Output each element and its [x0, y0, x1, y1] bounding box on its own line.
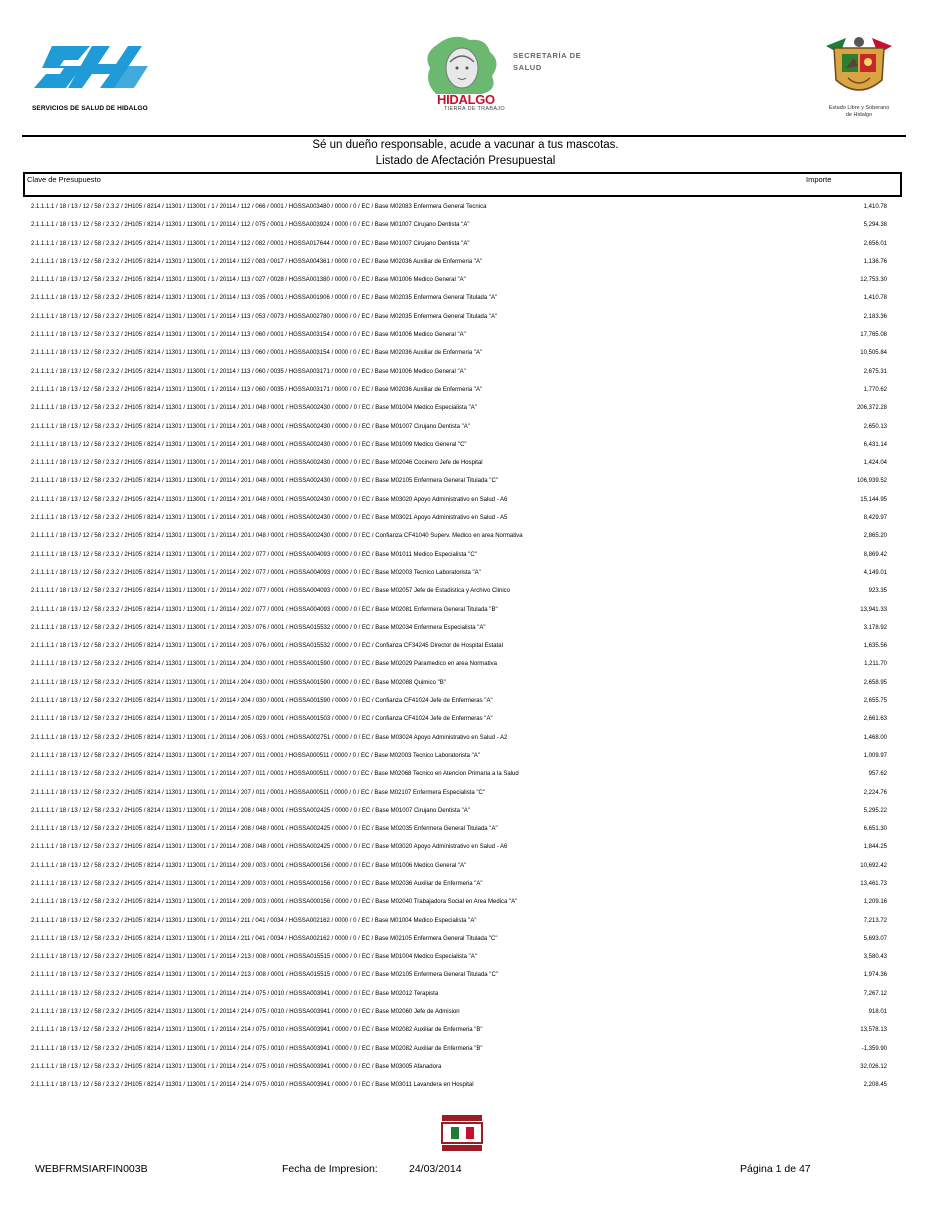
table-row	[31, 344, 887, 362]
row-importe: 1,209.16	[863, 899, 887, 906]
row-importe: 12,753.30	[860, 277, 887, 284]
row-clave: 2.1.1.1.1 / 18 / 13 / 12 / 58 / 2.3.2 / 2H105 / 8214 / 11301 / 113001 / 1 / 20114 / 202 / 077 / 0001 / HGSSA004093 / 0000 / 0 / EC / Base M01011 Medico Especialista "C"	[31, 551, 477, 558]
secretaria-salud-logo	[418, 32, 593, 122]
row-importe: 7,267.12	[863, 990, 887, 997]
table-row	[31, 527, 887, 545]
estado-line1: Estado Libre y Soberano	[828, 105, 890, 111]
row-clave: 2.1.1.1.1 / 18 / 13 / 12 / 58 / 2.3.2 / 2H105 / 8214 / 11301 / 113001 / 1 / 20114 / 211 / 041 / 0034 / HGSSA002162 / 0000 / 0 / EC / Base M01004 Medico Especialista "A"	[31, 917, 477, 924]
column-header-clave: Clave de Presupuesto	[27, 175, 101, 184]
row-importe: 1,410.78	[863, 204, 887, 210]
row-clave: 2.1.1.1.1 / 18 / 13 / 12 / 58 / 2.3.2 / 2H105 / 8214 / 11301 / 113001 / 1 / 20114 / 202 / 077 / 0001 / HGSSA004093 / 0000 / 0 / EC / Base M02057 Jefe de Estadistica y Archivo Clinico	[31, 588, 510, 595]
print-date: 24/03/2014	[409, 1163, 462, 1175]
row-importe: 1,844.25	[863, 844, 887, 851]
coat-of-arms-icon	[818, 32, 900, 104]
table-row	[31, 1021, 887, 1039]
table-row	[31, 930, 887, 948]
table-row	[31, 893, 887, 911]
row-importe: 13,578.13	[860, 1027, 887, 1034]
table-row	[31, 253, 887, 271]
row-importe: 957.62	[868, 771, 887, 778]
row-importe: -1,359.90	[861, 1045, 887, 1052]
row-importe: 206,372.28	[856, 405, 887, 412]
table-row	[31, 1076, 887, 1094]
table-row	[31, 454, 887, 472]
table-row	[31, 271, 887, 289]
print-date-label: Fecha de Impresion:	[282, 1163, 378, 1175]
row-importe: 106,939.52	[856, 478, 887, 485]
row-importe: 1,136.76	[863, 258, 887, 265]
table-row	[31, 802, 887, 820]
row-clave: 2.1.1.1.1 / 18 / 13 / 12 / 58 / 2.3.2 / 2H105 / 8214 / 11301 / 113001 / 1 / 20114 / 204 / 030 / 0001 / HGSSA001590 / 0000 / 0 / EC / Base M02029 Paramedico en area Normativa	[31, 661, 497, 668]
table-row	[31, 601, 887, 619]
row-clave: 2.1.1.1.1 / 18 / 13 / 12 / 58 / 2.3.2 / 2H105 / 8214 / 11301 / 113001 / 1 / 20114 / 113 / 060 / 0001 / HGSSA003154 / 0000 / 0 / EC / Base M01006 Medico General "A"	[31, 332, 466, 339]
row-clave: 2.1.1.1.1 / 18 / 13 / 12 / 58 / 2.3.2 / 2H105 / 8214 / 11301 / 113001 / 1 / 20114 / 207 / 011 / 0001 / HGSSA000511 / 0000 / 0 / EC / Base M02068 Tecnico en Atencion Primaria a la Salud	[31, 771, 519, 778]
estado-hidalgo-coat-of-arms	[818, 32, 900, 124]
table-row	[31, 1003, 887, 1021]
hidalgo-brand: HIDALGO	[437, 92, 495, 107]
row-clave: 2.1.1.1.1 / 18 / 13 / 12 / 58 / 2.3.2 / 2H105 / 8214 / 11301 / 113001 / 1 / 20114 / 201 / 048 / 0001 / HGSSA002430 / 0000 / 0 / EC / Base M02046 Cocinero Jefe de Hospital	[31, 460, 483, 467]
ssh-logo	[30, 38, 155, 118]
row-clave: 2.1.1.1.1 / 18 / 13 / 12 / 58 / 2.3.2 / 2H105 / 8214 / 11301 / 113001 / 1 / 20114 / 208 / 048 / 0001 / HGSSA002425 / 0000 / 0 / EC / Base M03020 Apoyo Administrativo en Salud - A6	[31, 844, 508, 851]
row-clave: 2.1.1.1.1 / 18 / 13 / 12 / 58 / 2.3.2 / 2H105 / 8214 / 11301 / 113001 / 1 / 20114 / 214 / 075 / 0010 / HGSSA003941 / 0000 / 0 / EC / Base M02082 Auxiliar de Enfermeria "B"	[31, 1045, 483, 1052]
row-clave: 2.1.1.1.1 / 18 / 13 / 12 / 58 / 2.3.2 / 2H105 / 8214 / 11301 / 113001 / 1 / 20114 / 201 / 048 / 0001 / HGSSA002430 / 0000 / 0 / EC / Base M03020 Apoyo Administrativo en Salud - A6	[31, 496, 508, 503]
row-importe: 5,693.07	[863, 935, 887, 942]
row-importe: 1,468.00	[863, 734, 887, 741]
row-importe: 6,651.30	[863, 826, 887, 833]
row-importe: 8,429.97	[863, 515, 887, 522]
table-row	[31, 546, 887, 564]
row-importe: 5,294.38	[863, 222, 887, 229]
row-importe: 2,656.01	[863, 240, 887, 247]
row-importe: 13,941.33	[860, 606, 887, 613]
row-clave: 2.1.1.1.1 / 18 / 13 / 12 / 58 / 2.3.2 / 2H105 / 8214 / 11301 / 113001 / 1 / 20114 / 214 / 075 / 0010 / HGSSA003941 / 0000 / 0 / EC / Base M02060 Jefe de Admision	[31, 1009, 460, 1016]
row-importe: 10,505.84	[860, 350, 887, 357]
row-clave: 2.1.1.1.1 / 18 / 13 / 12 / 58 / 2.3.2 / 2H105 / 8214 / 11301 / 113001 / 1 / 20114 / 201 / 048 / 0001 / HGSSA002430 / 0000 / 0 / EC / Base M01009 Medico General "C"	[31, 441, 467, 448]
row-clave: 2.1.1.1.1 / 18 / 13 / 12 / 58 / 2.3.2 / 2H105 / 8214 / 11301 / 113001 / 1 / 20114 / 112 / 066 / 0001 / HGSSA003480 / 0000 / 0 / EC / Base M02083 Enfermera General Tecnica	[31, 204, 487, 210]
table-row	[31, 948, 887, 966]
row-clave: 2.1.1.1.1 / 18 / 13 / 12 / 58 / 2.3.2 / 2H105 / 8214 / 11301 / 113001 / 1 / 20114 / 211 / 041 / 0034 / HGSSA002162 / 0000 / 0 / EC / Base M02105 Enfermera General Titulada "C"	[31, 935, 498, 942]
table-row	[31, 985, 887, 1003]
table-header	[23, 172, 902, 197]
row-clave: 2.1.1.1.1 / 18 / 13 / 12 / 58 / 2.3.2 / 2H105 / 8214 / 11301 / 113001 / 1 / 20114 / 112 / 075 / 0001 / HGSSA003924 / 0000 / 0 / EC / Base M01007 Cirujano Dentista "A"	[31, 222, 470, 229]
row-importe: 17,765.08	[860, 332, 887, 339]
table-row	[31, 966, 887, 984]
mexico-flag-icon	[441, 1115, 483, 1151]
table-row	[31, 674, 887, 692]
row-clave: 2.1.1.1.1 / 18 / 13 / 12 / 58 / 2.3.2 / 2H105 / 8214 / 11301 / 113001 / 1 / 20114 / 213 / 008 / 0001 / HGSSA015515 / 0000 / 0 / EC / Base M01004 Medico Especialista "A"	[31, 954, 477, 961]
row-clave: 2.1.1.1.1 / 18 / 13 / 12 / 58 / 2.3.2 / 2H105 / 8214 / 11301 / 113001 / 1 / 20114 / 113 / 060 / 0035 / HGSSA003171 / 0000 / 0 / EC / Base M02036 Auxiliar de Enfermeria "A"	[31, 386, 483, 393]
row-clave: 2.1.1.1.1 / 18 / 13 / 12 / 58 / 2.3.2 / 2H105 / 8214 / 11301 / 113001 / 1 / 20114 / 207 / 011 / 0001 / HGSSA000511 / 0000 / 0 / EC / Base M02107 Enfermera Especialista "C"	[31, 789, 486, 796]
table-row	[31, 710, 887, 728]
row-importe: 1,770.62	[863, 386, 887, 393]
row-importe: 3,580.43	[863, 954, 887, 961]
row-clave: 2.1.1.1.1 / 18 / 13 / 12 / 58 / 2.3.2 / 2H105 / 8214 / 11301 / 113001 / 1 / 20114 / 214 / 075 / 0010 / HGSSA003941 / 0000 / 0 / EC / Base M02012 Terapista	[31, 990, 439, 997]
ssh-logo-mark	[30, 38, 155, 104]
row-clave: 2.1.1.1.1 / 18 / 13 / 12 / 58 / 2.3.2 / 2H105 / 8214 / 11301 / 113001 / 1 / 20114 / 113 / 027 / 0028 / HGSSA001380 / 0000 / 0 / EC / Base M01006 Medico General "A"	[31, 277, 466, 284]
row-importe: 918.01	[868, 1009, 887, 1016]
row-clave: 2.1.1.1.1 / 18 / 13 / 12 / 58 / 2.3.2 / 2H105 / 8214 / 11301 / 113001 / 1 / 20114 / 113 / 053 / 0073 / HGSSA002780 / 0000 / 0 / EC / Base M02035 Enfermera General Titulada "A"	[31, 313, 498, 320]
row-clave: 2.1.1.1.1 / 18 / 13 / 12 / 58 / 2.3.2 / 2H105 / 8214 / 11301 / 113001 / 1 / 20114 / 214 / 075 / 0010 / HGSSA003941 / 0000 / 0 / EC / Base M03011 Lavandera en Hospital	[31, 1082, 474, 1089]
row-clave: 2.1.1.1.1 / 18 / 13 / 12 / 58 / 2.3.2 / 2H105 / 8214 / 11301 / 113001 / 1 / 20114 / 204 / 030 / 0001 / HGSSA001590 / 0000 / 0 / EC / Base M02088 Quimico "B"	[31, 679, 446, 686]
table-row	[31, 582, 887, 600]
row-importe: 2,208.45	[863, 1082, 887, 1089]
row-importe: 8,869.42	[863, 551, 887, 558]
row-clave: 2.1.1.1.1 / 18 / 13 / 12 / 58 / 2.3.2 / 2H105 / 8214 / 11301 / 113001 / 1 / 20114 / 208 / 048 / 0001 / HGSSA002425 / 0000 / 0 / EC / Base M01007 Cirujano Dentista "A"	[31, 807, 470, 814]
table-row	[31, 381, 887, 399]
row-clave: 2.1.1.1.1 / 18 / 13 / 12 / 58 / 2.3.2 / 2H105 / 8214 / 11301 / 113001 / 1 / 20114 / 205 / 029 / 0001 / HGSSA001503 / 0000 / 0 / EC / Confianza CF41024 Jefe de Enfermeras "A"	[31, 716, 493, 723]
row-importe: 1,635.56	[863, 643, 887, 650]
row-importe: 2,224.76	[863, 789, 887, 796]
table-row	[31, 765, 887, 783]
row-importe: 2,655.75	[863, 698, 887, 705]
table-row	[31, 1040, 887, 1058]
row-clave: 2.1.1.1.1 / 18 / 13 / 12 / 58 / 2.3.2 / 2H105 / 8214 / 11301 / 113001 / 1 / 20114 / 209 / 003 / 0001 / HGSSA000156 / 0000 / 0 / EC / Base M02040 Trabajadora Social en Area Medica "A"	[31, 899, 518, 906]
table-row	[31, 692, 887, 710]
row-importe: 2,675.31	[863, 368, 887, 375]
table-row	[31, 619, 887, 637]
report-code: WEBFRMSIARFIN003B	[35, 1163, 148, 1175]
row-importe: 6,431.14	[863, 441, 887, 448]
table-row	[31, 838, 887, 856]
row-clave: 2.1.1.1.1 / 18 / 13 / 12 / 58 / 2.3.2 / 2H105 / 8214 / 11301 / 113001 / 1 / 20114 / 202 / 077 / 0001 / HGSSA004093 / 0000 / 0 / EC / Base M02003 Tecnico Laboratorista "A"	[31, 569, 481, 576]
table-row	[31, 216, 887, 234]
row-clave: 2.1.1.1.1 / 18 / 13 / 12 / 58 / 2.3.2 / 2H105 / 8214 / 11301 / 113001 / 1 / 20114 / 113 / 035 / 0001 / HGSSA001906 / 0000 / 0 / EC / Base M02035 Enfermera General Titulada "A"	[31, 295, 498, 302]
table-row	[31, 418, 887, 436]
table-row	[31, 491, 887, 509]
page-indicator: Página 1 de 47	[740, 1163, 811, 1175]
table-row	[31, 235, 887, 253]
budget-table-body	[31, 198, 887, 1095]
row-clave: 2.1.1.1.1 / 18 / 13 / 12 / 58 / 2.3.2 / 2H105 / 8214 / 11301 / 113001 / 1 / 20114 / 214 / 075 / 0010 / HGSSA003941 / 0000 / 0 / EC / Base M02082 Auxiliar de Enfermeria "B"	[31, 1027, 483, 1034]
row-importe: 7,213.72	[863, 917, 887, 924]
row-clave: 2.1.1.1.1 / 18 / 13 / 12 / 58 / 2.3.2 / 2H105 / 8214 / 11301 / 113001 / 1 / 20114 / 113 / 060 / 0035 / HGSSA003171 / 0000 / 0 / EC / Base M01006 Medico General "A"	[31, 368, 466, 375]
table-row	[31, 308, 887, 326]
secretaria-line1: SECRETARÍA DE	[513, 51, 582, 60]
row-clave: 2.1.1.1.1 / 18 / 13 / 12 / 58 / 2.3.2 / 2H105 / 8214 / 11301 / 113001 / 1 / 20114 / 201 / 048 / 0001 / HGSSA002430 / 0000 / 0 / EC / Confianza CF41040 Superv. Medico en area Normativa	[31, 533, 523, 540]
row-clave: 2.1.1.1.1 / 18 / 13 / 12 / 58 / 2.3.2 / 2H105 / 8214 / 11301 / 113001 / 1 / 20114 / 201 / 048 / 0001 / HGSSA002430 / 0000 / 0 / EC / Base M02105 Enfermera General Titulada "C"	[31, 478, 498, 485]
table-row	[31, 912, 887, 930]
row-clave: 2.1.1.1.1 / 18 / 13 / 12 / 58 / 2.3.2 / 2H105 / 8214 / 11301 / 113001 / 1 / 20114 / 203 / 076 / 0001 / HGSSA015532 / 0000 / 0 / EC / Base M02034 Enfermera Especialista "A"	[31, 624, 486, 631]
row-clave: 2.1.1.1.1 / 18 / 13 / 12 / 58 / 2.3.2 / 2H105 / 8214 / 11301 / 113001 / 1 / 20114 / 113 / 060 / 0001 / HGSSA003154 / 0000 / 0 / EC / Base M02036 Auxiliar de Enfermeria "A"	[31, 350, 483, 357]
row-importe: 10,692.42	[860, 862, 887, 869]
row-clave: 2.1.1.1.1 / 18 / 13 / 12 / 58 / 2.3.2 / 2H105 / 8214 / 11301 / 113001 / 1 / 20114 / 204 / 030 / 0001 / HGSSA001590 / 0000 / 0 / EC / Confianza CF41024 Jefe de Enfermeras "A"	[31, 698, 493, 705]
row-clave: 2.1.1.1.1 / 18 / 13 / 12 / 58 / 2.3.2 / 2H105 / 8214 / 11301 / 113001 / 1 / 20114 / 207 / 011 / 0001 / HGSSA000511 / 0000 / 0 / EC / Base M02003 Tecnico Laboratorista "A"	[31, 752, 480, 759]
table-row	[31, 399, 887, 417]
table-row	[31, 655, 887, 673]
row-importe: 923.35	[868, 588, 887, 595]
ssh-logo-caption: SERVICIOS DE SALUD DE HIDALGO	[32, 105, 148, 112]
row-clave: 2.1.1.1.1 / 18 / 13 / 12 / 58 / 2.3.2 / 2H105 / 8214 / 11301 / 113001 / 1 / 20114 / 201 / 048 / 0001 / HGSSA002430 / 0000 / 0 / EC / Base M01007 Cirujano Dentista "A"	[31, 423, 470, 430]
row-clave: 2.1.1.1.1 / 18 / 13 / 12 / 58 / 2.3.2 / 2H105 / 8214 / 11301 / 113001 / 1 / 20114 / 209 / 003 / 0001 / HGSSA000156 / 0000 / 0 / EC / Base M01006 Medico General "A"	[31, 862, 467, 869]
row-importe: 4,149.01	[863, 569, 887, 576]
column-header-importe: Importe	[806, 175, 832, 184]
row-clave: 2.1.1.1.1 / 18 / 13 / 12 / 58 / 2.3.2 / 2H105 / 8214 / 11301 / 113001 / 1 / 20114 / 203 / 076 / 0001 / HGSSA015532 / 0000 / 0 / EC / Confianza CF34245 Director de Hospital Estatal	[31, 643, 503, 650]
table-row	[31, 784, 887, 802]
row-importe: 1,009.97	[863, 752, 887, 759]
row-clave: 2.1.1.1.1 / 18 / 13 / 12 / 58 / 2.3.2 / 2H105 / 8214 / 11301 / 113001 / 1 / 20114 / 209 / 003 / 0001 / HGSSA000156 / 0000 / 0 / EC / Base M02036 Auxiliar de Enfermeria "A"	[31, 880, 483, 887]
row-importe: 32,026.12	[860, 1063, 887, 1070]
estado-line2: de Hidalgo	[845, 112, 873, 118]
secretaria-text	[513, 50, 581, 74]
row-importe: 5,295.22	[863, 807, 887, 814]
row-clave: 2.1.1.1.1 / 18 / 13 / 12 / 58 / 2.3.2 / 2H105 / 8214 / 11301 / 113001 / 1 / 20114 / 213 / 008 / 0001 / HGSSA015515 / 0000 / 0 / EC / Base M02105 Enfermera General Titulada "C"	[31, 972, 498, 979]
table-row	[31, 1058, 887, 1076]
hidalgo-tagline: TIERRA DE TRABAJO	[444, 106, 505, 112]
row-importe: 13,461.73	[860, 880, 887, 887]
table-row	[31, 820, 887, 838]
row-importe: 2,183.36	[863, 313, 887, 320]
table-row	[31, 436, 887, 454]
header-divider	[22, 135, 906, 137]
estado-caption	[818, 105, 900, 119]
slogan: Sé un dueño responsable, acude a vacunar a tus mascotas.	[312, 139, 619, 151]
table-row	[31, 363, 887, 381]
row-importe: 2,865.20	[863, 533, 887, 540]
table-row	[31, 857, 887, 875]
secretaria-line2: SALUD	[513, 63, 542, 72]
row-clave: 2.1.1.1.1 / 18 / 13 / 12 / 58 / 2.3.2 / 2H105 / 8214 / 11301 / 113001 / 1 / 20114 / 201 / 048 / 0001 / HGSSA002430 / 0000 / 0 / EC / Base M03021 Apoyo Administrativo en Salud - A5	[31, 515, 508, 522]
row-clave: 2.1.1.1.1 / 18 / 13 / 12 / 58 / 2.3.2 / 2H105 / 8214 / 11301 / 113001 / 1 / 20114 / 201 / 048 / 0001 / HGSSA002430 / 0000 / 0 / EC / Base M01004 Medico Especialista "A"	[31, 405, 477, 412]
row-clave: 2.1.1.1.1 / 18 / 13 / 12 / 58 / 2.3.2 / 2H105 / 8214 / 11301 / 113001 / 1 / 20114 / 214 / 075 / 0010 / HGSSA003941 / 0000 / 0 / EC / Base M03005 Afanadora	[31, 1063, 442, 1070]
report-title: Listado de Afectación Presupuestal	[375, 155, 556, 167]
row-clave: 2.1.1.1.1 / 18 / 13 / 12 / 58 / 2.3.2 / 2H105 / 8214 / 11301 / 113001 / 1 / 20114 / 112 / 083 / 0017 / HGSSA004361 / 0000 / 0 / EC / Base M02036 Auxiliar de Enfermeria "A"	[31, 258, 483, 265]
table-row	[31, 509, 887, 527]
table-row	[31, 875, 887, 893]
row-importe: 1,974.36	[863, 972, 887, 979]
table-row	[31, 637, 887, 655]
row-importe: 1,424.04	[863, 460, 887, 467]
row-clave: 2.1.1.1.1 / 18 / 13 / 12 / 58 / 2.3.2 / 2H105 / 8214 / 11301 / 113001 / 1 / 20114 / 202 / 077 / 0001 / HGSSA004093 / 0000 / 0 / EC / Base M02081 Enfermera General Titulada "B"	[31, 606, 498, 613]
row-importe: 15,144.95	[860, 496, 887, 503]
row-clave: 2.1.1.1.1 / 18 / 13 / 12 / 58 / 2.3.2 / 2H105 / 8214 / 11301 / 113001 / 1 / 20114 / 112 / 082 / 0001 / HGSSA017644 / 0000 / 0 / EC / Base M01007 Cirujano Dentista "A"	[31, 240, 470, 247]
table-row	[31, 289, 887, 307]
row-importe: 1,211.70	[864, 661, 887, 668]
table-row	[31, 564, 887, 582]
row-importe: 3,178.92	[863, 624, 887, 631]
row-importe: 1,410.78	[863, 295, 887, 302]
table-row	[31, 198, 887, 216]
row-clave: 2.1.1.1.1 / 18 / 13 / 12 / 58 / 2.3.2 / 2H105 / 8214 / 11301 / 113001 / 1 / 20114 / 208 / 048 / 0001 / HGSSA002425 / 0000 / 0 / EC / Base M02035 Enfermera General Titulada "A"	[31, 826, 498, 833]
table-row	[31, 326, 887, 344]
table-row	[31, 472, 887, 490]
footer-flag-logo	[441, 1115, 483, 1151]
row-importe: 2,658.95	[863, 679, 887, 686]
table-row	[31, 729, 887, 747]
row-importe: 2,650.13	[863, 423, 887, 430]
row-clave: 2.1.1.1.1 / 18 / 13 / 12 / 58 / 2.3.2 / 2H105 / 8214 / 11301 / 113001 / 1 / 20114 / 206 / 053 / 0001 / HGSSA002751 / 0000 / 0 / EC / Base M03024 Apoyo Administrativo en Salud - A2	[31, 734, 508, 741]
table-row	[31, 747, 887, 765]
row-importe: 2,661.63	[863, 716, 887, 723]
